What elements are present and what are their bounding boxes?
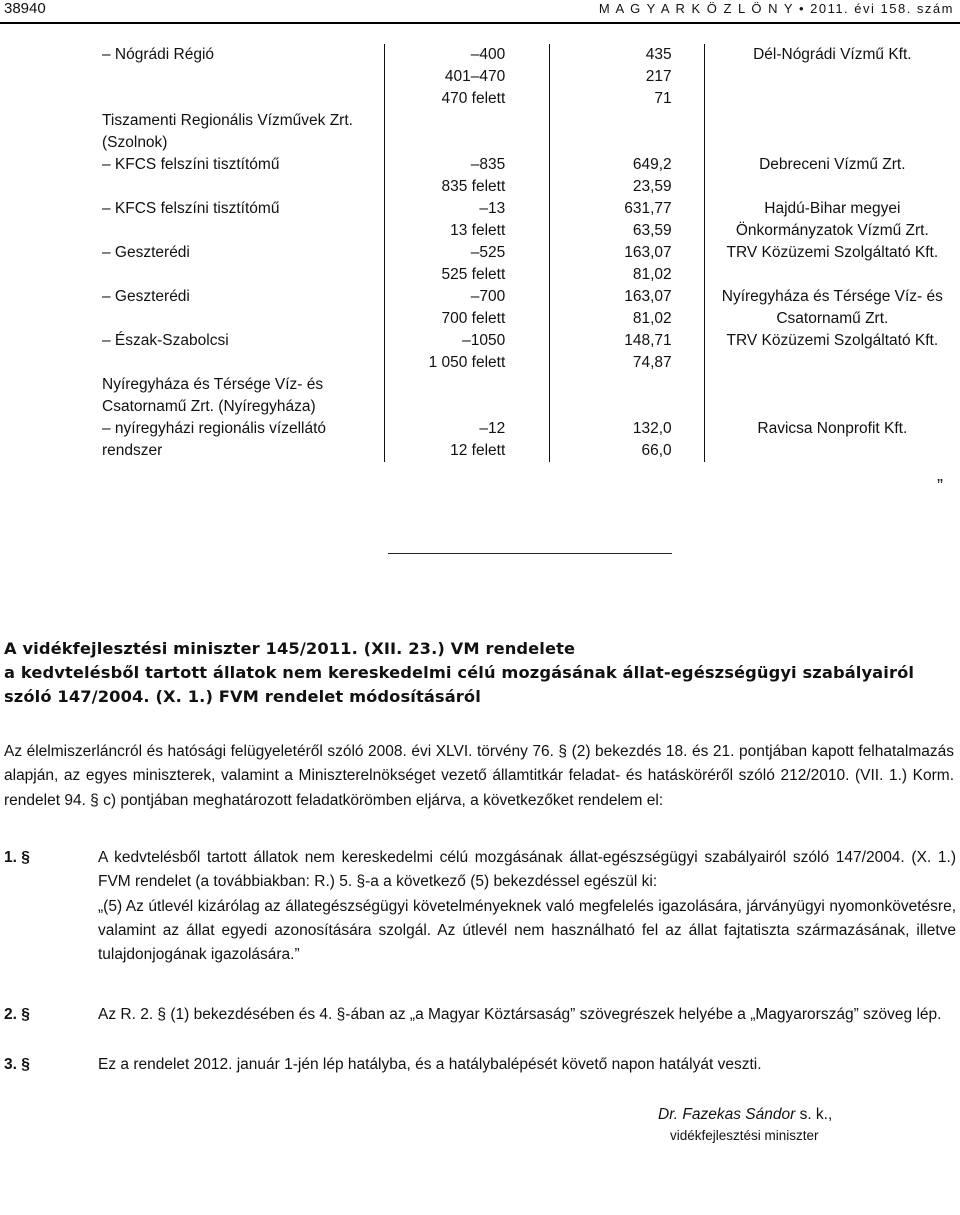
table-cell-c2: –525 <box>385 242 550 264</box>
table-cell-c4 <box>704 396 960 418</box>
table-cell-c3: 631,77 <box>550 198 704 220</box>
table-cell-c3: 63,59 <box>550 220 704 242</box>
table-cell-c4: Nyíregyháza és Térsége Víz- és <box>721 288 943 305</box>
table-cell-c4 <box>704 374 960 396</box>
table-cell-c1: – nyíregyházi regionális vízellátó <box>102 420 327 437</box>
table-row <box>0 154 960 176</box>
table-cell-c3 <box>550 374 704 396</box>
table-cell-c1 <box>0 176 385 198</box>
table-cell-c4 <box>704 88 960 110</box>
table-row <box>0 220 960 242</box>
page-header <box>0 0 960 22</box>
table-cell-c1: – Nógrádi Régió <box>102 46 215 63</box>
table-cell-c2: 470 felett <box>385 88 550 110</box>
table-cell-c4: Hajdú-Bihar megyei <box>764 200 901 217</box>
table-cell-c1: – KFCS felszíni tisztítómű <box>102 200 280 217</box>
table-cell-c4: Ravicsa Nonprofit Kft. <box>757 420 908 437</box>
table-cell-c2 <box>385 396 550 418</box>
table-cell-c1 <box>0 308 385 330</box>
table-cell-c4: Önkormányzatok Vízmű Zrt. <box>735 222 929 239</box>
table-row <box>0 396 960 418</box>
table-cell-c2: 835 felett <box>385 176 550 198</box>
decree-title-line1: A vidékfejlesztési miniszter 145/2011. (XII. 23.) VM rendelete <box>4 639 576 658</box>
table-row <box>0 44 960 66</box>
table-cell-c3: 435 <box>550 44 704 66</box>
page-number: 38940 <box>4 0 46 17</box>
table-row <box>0 286 960 308</box>
table-cell-c1 <box>0 88 385 110</box>
table-cell-c4 <box>704 352 960 374</box>
table-cell-c2 <box>385 132 550 154</box>
section-2 <box>4 1003 956 1027</box>
table-cell-c1: Nyíregyháza és Térsége Víz- és <box>102 376 324 393</box>
table-cell-c2 <box>385 374 550 396</box>
signatory-title: vidékfejlesztési miniszter <box>670 1128 819 1143</box>
table-cell-c2: –700 <box>385 286 550 308</box>
section-2-number: 2. § <box>4 1006 30 1023</box>
table-row <box>0 418 960 440</box>
table-cell-c3 <box>550 396 704 418</box>
table-cell-c1: Tiszamenti Regionális Vízművek Zrt. <box>102 112 353 129</box>
header-rule <box>0 22 960 24</box>
table-row <box>0 440 960 462</box>
section-3-number: 3. § <box>4 1056 30 1073</box>
table-cell-c2: 1 050 felett <box>385 352 550 374</box>
table-row <box>0 352 960 374</box>
table-cell-c3: 163,07 <box>550 286 704 308</box>
table-row <box>0 198 960 220</box>
section-1-text: A kedvtelésből tartott állatok nem kereskedelmi célú mozgásának állat-egészségügyi szabályairól szóló 147/2004. (X. 1.) FVM rendelet (a továbbiakban: R.) 5. §-a a következő (5) bekezdéssel egészül ki: <box>98 849 956 891</box>
table-cell-c2 <box>385 110 550 132</box>
table-row <box>0 374 960 396</box>
decree-preamble: Az élelmiszerláncról és hatósági felügyeletéről szóló 2008. évi XLVI. törvény 76. § (2) bekezdés 18. és 21. pontjában kapott felhatalmazás alapján, az egyes miniszterek, valamint a Miniszterelnökséget vezető államtitkár feladat- és hatásköréről szóló 212/2010. (VII. 1.) Korm. rendelet 94. § c) pontjában meghatározott feladatkörömben eljárva, a következőket rendelem el: <box>4 743 954 809</box>
table-cell-c3: 66,0 <box>550 440 704 462</box>
table-cell-c4: Debreceni Vízmű Zrt. <box>759 156 906 173</box>
table-row <box>0 330 960 352</box>
table-cell-c3: 81,02 <box>550 264 704 286</box>
table-cell-c1 <box>0 352 385 374</box>
table-cell-c2: 700 felett <box>385 308 550 330</box>
table-cell-c4 <box>704 440 960 462</box>
table-cell-c1: – Geszterédi <box>102 244 190 261</box>
table-cell-c3 <box>550 132 704 154</box>
separator-line <box>388 553 672 554</box>
table-cell-c2: 13 felett <box>385 220 550 242</box>
table-row <box>0 242 960 264</box>
table-cell-c1: Csatornamű Zrt. (Nyíregyháza) <box>102 398 316 415</box>
tariff-table <box>0 44 960 462</box>
table-cell-c1 <box>0 264 385 286</box>
table-cell-c4: TRV Közüzemi Szolgáltató Kft. <box>726 332 939 349</box>
section-3 <box>4 1053 956 1077</box>
section-1-number: 1. § <box>4 849 30 866</box>
table-row <box>0 132 960 154</box>
table-cell-c4 <box>704 66 960 88</box>
decree-title-line2: a kedvtelésből tartott állatok nem kereskedelmi célú mozgásának állat-egészségügyi szabályairól szóló 147/2004. (X. 1.) FVM rendelet módosításáról <box>4 663 915 706</box>
table-row <box>0 264 960 286</box>
table-cell-c4 <box>704 176 960 198</box>
table-cell-c3: 148,71 <box>550 330 704 352</box>
section-3-text: Ez a rendelet 2012. január 1-jén lép hatályba, és a hatálybalépését követő napon hatályát veszti. <box>98 1056 762 1073</box>
tariff-table-grid <box>0 44 960 462</box>
section-2-text: Az R. 2. § (1) bekezdésében és 4. §-ában az „a Magyar Köztársaság” szövegrészek helyébe a „Magyarország” szöveg lép. <box>98 1006 942 1023</box>
table-cell-c4 <box>704 110 960 132</box>
table-cell-c3: 163,07 <box>550 242 704 264</box>
section-1 <box>4 846 956 967</box>
table-cell-c4: TRV Közüzemi Szolgáltató Kft. <box>726 244 939 261</box>
table-cell-c3: 71 <box>550 88 704 110</box>
table-cell-c2: 525 felett <box>385 264 550 286</box>
signature-block <box>640 1104 860 1146</box>
table-row <box>0 66 960 88</box>
table-cell-c1: – KFCS felszíni tisztítómű <box>102 156 280 173</box>
table-cell-c3: 81,02 <box>550 308 704 330</box>
table-cell-c2: 401–470 <box>385 66 550 88</box>
table-cell-c1: (Szolnok) <box>102 134 168 151</box>
table-cell-c3 <box>550 110 704 132</box>
table-row <box>0 88 960 110</box>
table-cell-c1 <box>0 66 385 88</box>
table-cell-c4: Csatornamű Zrt. <box>776 310 889 327</box>
decree-title <box>4 637 954 709</box>
table-row <box>0 176 960 198</box>
table-cell-c2: –13 <box>385 198 550 220</box>
table-cell-c2: –400 <box>385 44 550 66</box>
table-cell-c4: Dél-Nógrádi Vízmű Kft. <box>753 46 912 63</box>
table-cell-c3: 649,2 <box>550 154 704 176</box>
table-cell-c2: –835 <box>385 154 550 176</box>
table-row <box>0 110 960 132</box>
table-cell-c4 <box>704 264 960 286</box>
table-cell-c4 <box>704 132 960 154</box>
table-cell-c3: 23,59 <box>550 176 704 198</box>
table-cell-c2: –1050 <box>385 330 550 352</box>
journal-name: M A G Y A R K Ö Z L Ö N Y • 2011. évi 158. szám <box>598 1 954 16</box>
closing-quote: ” <box>937 476 943 496</box>
table-cell-c3: 217 <box>550 66 704 88</box>
section-1-quote: „(5) Az útlevél kizárólag az állategészségügyi követelményeknek való megfelelés igazolására, járványügyi nyomonkövetésre, valamint az állat egyedi azonosítására szolgál. Az útlevél nem használható fel az állat fajtatiszta származásának, illetve tulajdonjogának igazolására.” <box>98 897 956 964</box>
table-cell-c2: 12 felett <box>385 440 550 462</box>
signatory-suffix: s. k., <box>795 1106 833 1123</box>
table-cell-c1: – Geszterédi <box>102 288 190 305</box>
table-cell-c1: rendszer <box>102 442 163 459</box>
table-cell-c2: –12 <box>385 418 550 440</box>
table-cell-c1 <box>0 220 385 242</box>
signatory-name: Dr. Fazekas Sándor <box>658 1106 796 1123</box>
table-cell-c1: – Észak-Szabolcsi <box>102 332 229 349</box>
table-row <box>0 308 960 330</box>
table-cell-c3: 132,0 <box>550 418 704 440</box>
table-cell-c3: 74,87 <box>550 352 704 374</box>
